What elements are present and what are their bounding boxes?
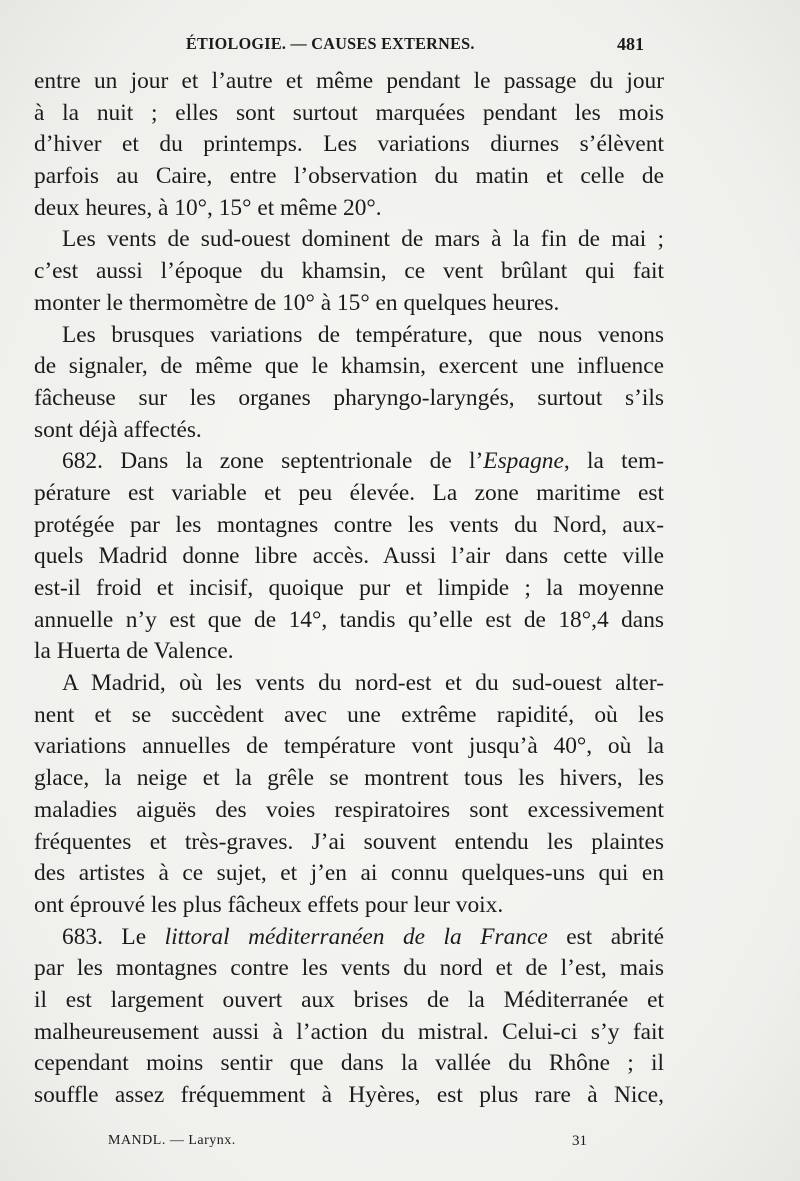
text-line: A Madrid, où les vents du nord-est et du sud-ouest alter- (62, 670, 664, 697)
text-line: sont déjà affectés. (34, 416, 202, 443)
paragraph-683-first-line (34, 922, 664, 954)
text-line: d’hiver et du printemps. Les variations diurnes s’élèvent (34, 131, 664, 158)
italic-text-run: littoral méditerranéen de la France (164, 923, 548, 950)
signature-mark: MANDL. — Larynx. (108, 1133, 236, 1148)
text-line: fâcheuse sur les organes pharyngo-laryngés, surtout s’ils (34, 384, 664, 411)
text-line: des artistes à ce sujet, et j’en ai connu quelques-uns qui en (34, 860, 664, 887)
paragraph-682-first-line (34, 446, 664, 478)
text-line: fréquentes et très-graves. J’ai souvent entendu les plaintes (34, 828, 664, 855)
italic-text-run: Espagne (483, 448, 564, 475)
text-line: c’est aussi l’époque du khamsin, ce vent brûlant qui fait (34, 258, 664, 285)
text-line: glace, la neige et la grêle se montrent tous les hivers, les (34, 765, 664, 792)
text-line: nent et se succèdent avec une extrême rapidité, où les (34, 701, 664, 728)
text-run: est abrité (547, 923, 664, 950)
text-line: Les vents de sud-ouest dominent de mars à la fin de mai ; (62, 226, 664, 253)
signature-number: 31 (572, 1133, 587, 1149)
text-line: Les brusques variations de température, que nous venons (62, 321, 664, 348)
text-line: pérature est variable et peu élevée. La zone maritime est (34, 479, 664, 506)
text-line: monter le thermomètre de 10° à 15° en quelques heures. (34, 289, 560, 316)
text-line: à la nuit ; elles sont surtout marquées pendant les mois (34, 99, 664, 126)
text-line: ont éprouvé les plus fâcheux effets pour leur voix. (34, 891, 504, 918)
text-run: 683. Le (62, 923, 165, 950)
text-run: 682. Dans la zone septentrionale de l’ (62, 448, 484, 475)
text-run: , la tem- (563, 448, 664, 475)
text-line: par les montagnes contre les vents du nord et de l’est, mais (34, 955, 664, 982)
text-line: deux heures, à 10°, 15° et même 20°. (34, 194, 382, 221)
text-line: variations annuelles de température vont jusqu’à 40°, où la (34, 733, 664, 760)
running-title: ÉTIOLOGIE. — CAUSES EXTERNES. (186, 34, 475, 53)
running-head (0, 34, 800, 58)
body-text (34, 66, 664, 1112)
text-line: parfois au Caire, entre l’observation du matin et celle de (34, 163, 664, 190)
text-line: annuelle n’y est que de 14°, tandis qu’elle est de 18°,4 dans (34, 606, 664, 633)
page-number: 481 (617, 34, 644, 54)
text-line: entre un jour et l’autre et même pendant le passage du jour (34, 68, 664, 94)
text-line: il est largement ouvert aux brises de la Méditerranée et (34, 986, 664, 1013)
text-line: quels Madrid donne libre accès. Aussi l’air dans cette ville (34, 543, 664, 570)
text-line: la Huerta de Valence. (34, 638, 234, 665)
text-line: cependant moins sentir que dans la vallée du Rhône ; il (34, 1050, 664, 1077)
text-line: malheureusement aussi à l’action du mistral. Celui-ci s’y fait (34, 1018, 664, 1045)
text-line: est-il froid et incisif, quoique pur et limpide ; la moyenne (34, 575, 664, 601)
text-line: maladies aiguës des voies respiratoires sont excessivement (34, 796, 664, 823)
text-line: de signaler, de même que le khamsin, exercent une influence (34, 353, 664, 380)
text-line: protégée par les montagnes contre les vents du Nord, aux- (34, 511, 664, 538)
text-line: souffle assez fréquemment à Hyères, est plus rare à Nice, (34, 1082, 664, 1108)
